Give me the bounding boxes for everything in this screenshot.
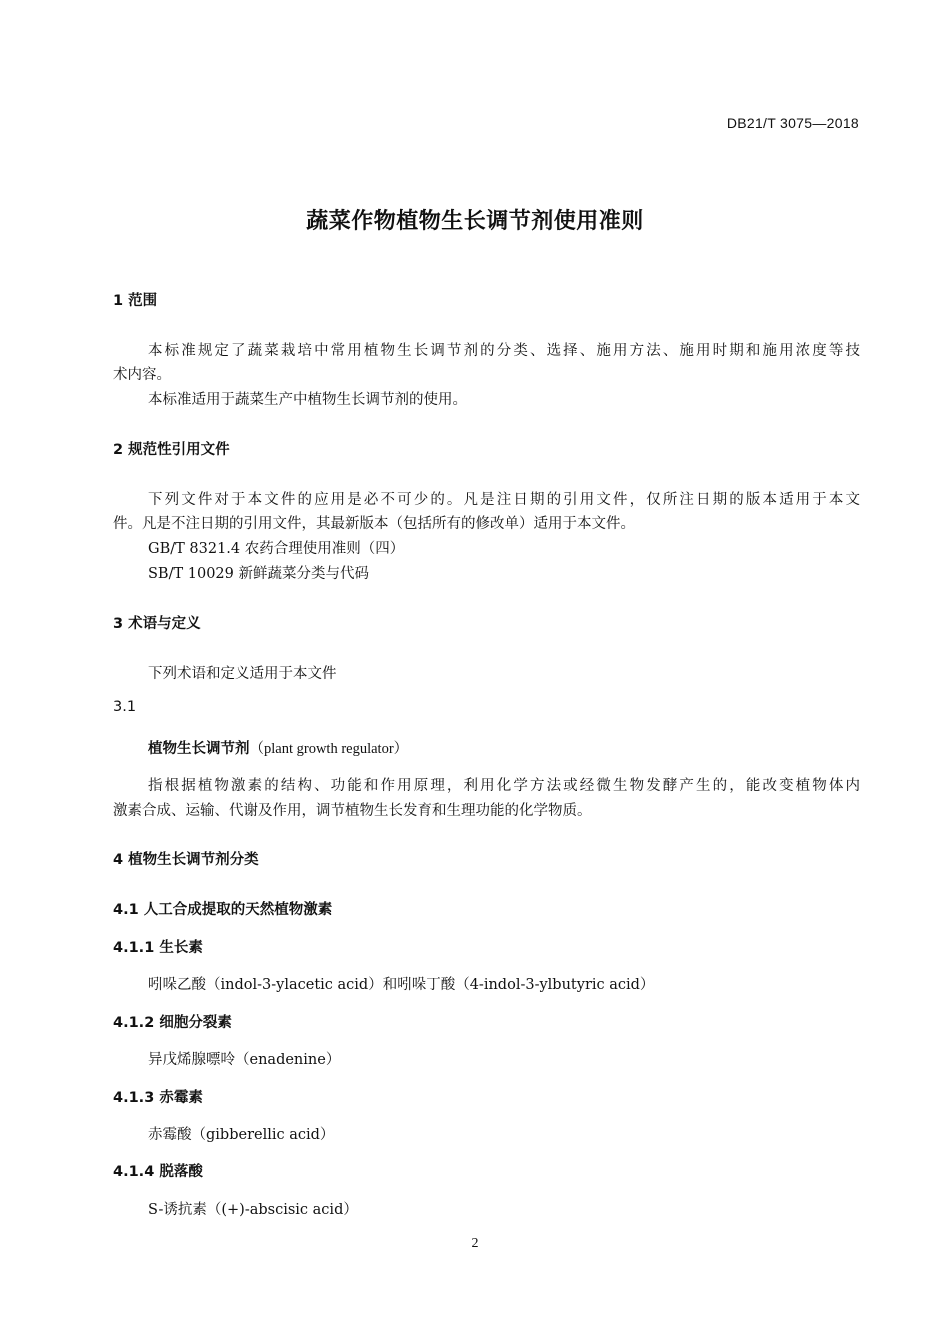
document-title: 蔬菜作物植物生长调节剂使用准则	[306, 209, 644, 234]
page-number: 2	[471, 1236, 479, 1251]
section-4-1-2-heading: 4.1.2 细胞分裂素	[113, 1015, 232, 1031]
term-definition-line-1: 指根据植物激素的结构、功能和作用原理，利用化学方法或经微生物发酵产生的，能改变植物体内	[148, 778, 860, 794]
section-3-heading: 3 术语与定义	[113, 616, 201, 632]
reference-gb-t-8321-4: GB/T 8321.4 农药合理使用准则（四）	[148, 541, 405, 557]
section-4-heading: 4 植物生长调节剂分类	[113, 852, 259, 868]
term-entry	[148, 737, 408, 758]
section-1-heading: 1 范围	[113, 293, 158, 309]
section-4-1-2-text: 异戊烯腺嘌呤（enadenine）	[148, 1052, 341, 1068]
term-definition-line-2: 激素合成、运输、代谢及作用，调节植物生长发育和生理功能的化学物质。	[113, 803, 592, 819]
section-1-paragraph-2: 本标准适用于蔬菜生产中植物生长调节剂的使用。	[148, 392, 467, 408]
section-2-paragraph-line-1: 下列文件对于本文件的应用是必不可少的。凡是注日期的引用文件，仅所注日期的版本适用于本文	[148, 492, 860, 508]
section-2-heading: 2 规范性引用文件	[113, 442, 230, 458]
section-2-paragraph-line-2: 件。凡是不注日期的引用文件，其最新版本（包括所有的修改单）适用于本文件。	[113, 516, 635, 532]
section-4-1-3-heading: 4.1.3 赤霉素	[113, 1090, 203, 1106]
section-4-1-1-heading: 4.1.1 生长素	[113, 940, 203, 956]
section-4-1-heading: 4.1 人工合成提取的天然植物激素	[113, 902, 333, 918]
section-1-paragraph-1-line-2: 术内容。	[113, 367, 171, 383]
section-4-1-4-heading: 4.1.4 脱落酸	[113, 1164, 203, 1180]
term-chinese: 植物生长调节剂	[148, 741, 250, 757]
section-1-paragraph-1-line-1: 本标准规定了蔬菜栽培中常用植物生长调节剂的分类、选择、施用方法、施用时期和施用浓度等技	[148, 343, 860, 359]
term-number: 3.1	[113, 699, 137, 715]
section-4-1-1-text: 吲哚乙酸（indol-3-ylacetic acid）和吲哚丁酸（4-indol-3-ylbutyric acid）	[148, 977, 655, 993]
reference-sb-t-10029: SB/T 10029 新鲜蔬菜分类与代码	[148, 566, 369, 582]
section-4-1-3-text: 赤霉酸（gibberellic acid）	[148, 1127, 335, 1143]
section-3-intro: 下列术语和定义适用于本文件	[148, 666, 337, 682]
standard-number: DB21/T 3075—2018	[726, 115, 859, 131]
term-english: （plant growth regulator）	[249, 741, 409, 757]
section-4-1-4-text: S-诱抗素（(+)-abscisic acid）	[148, 1202, 358, 1218]
